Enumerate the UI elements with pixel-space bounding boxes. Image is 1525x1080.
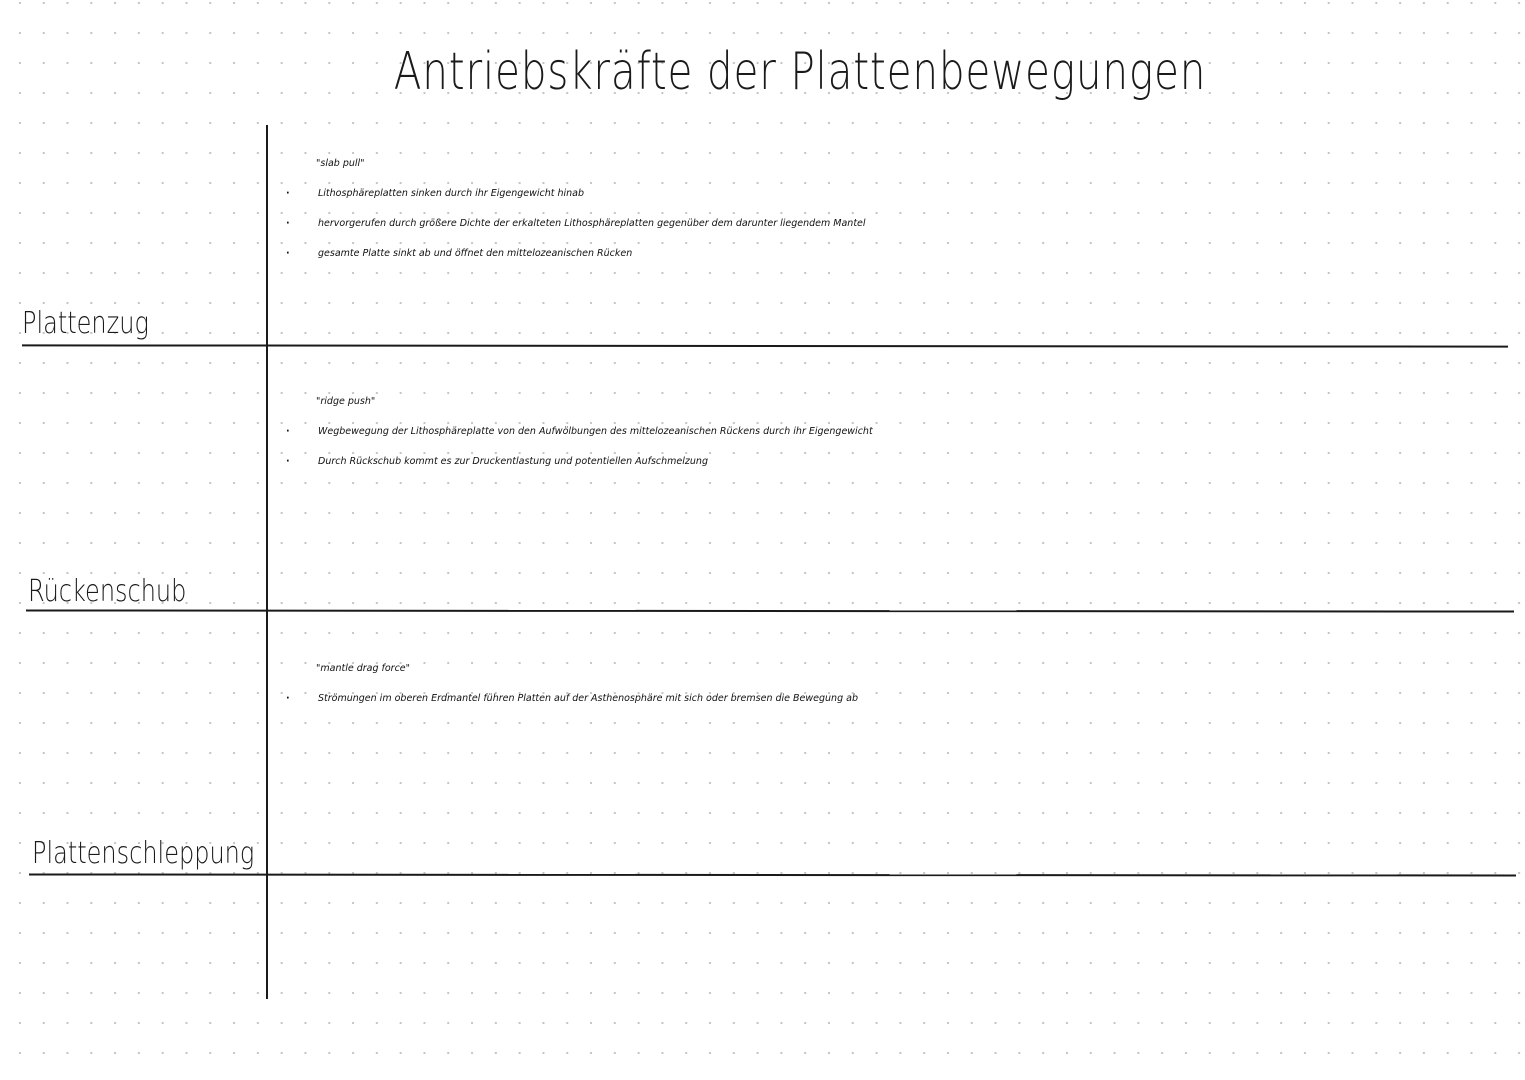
note-line: · Lithosphäreplatten sinken durch ihr Eigengewicht hinab	[286, 188, 866, 200]
table-vertical-divider	[266, 125, 268, 999]
page-title: Antriebskräfte der Plattenbewegungen	[393, 42, 1207, 102]
row-divider-plattenzug	[22, 344, 1508, 347]
notes-plattenzug	[286, 158, 866, 260]
row-label-plattenschleppung: Plattenschleppung	[32, 836, 255, 871]
note-line: · Strömungen im oberen Erdmantel führen Platten auf der Asthenosphäre mit sich oder bremsen die Bewegung ab	[286, 693, 858, 705]
notes-rueckenschub	[286, 396, 873, 468]
note-line: · hervorgerufen durch größere Dichte der erkalteten Lithosphäreplatten gegenüber dem darunter liegendem Mantel	[286, 218, 866, 230]
term-slab-pull: "slab pull"	[316, 158, 365, 169]
note-line: · Durch Rückschub kommt es zur Druckentlastung und potentiellen Aufschmelzung	[286, 456, 873, 468]
note-line: · Wegbewegung der Lithosphäreplatte von den Aufwölbungen des mittelozeanischen Rückens durch ihr Eigengewicht	[286, 426, 873, 438]
note-line: · gesamte Platte sinkt ab und öffnet den mittelozeanischen Rücken	[286, 248, 866, 260]
row-label-plattenzug: Plattenzug	[22, 306, 149, 341]
row-divider-rueckenschub	[26, 609, 1514, 612]
row-divider-plattenschleppung	[29, 873, 1516, 876]
row-label-rueckenschub: Rückenschub	[28, 574, 187, 609]
term-mantle-drag-force: "mantle drag force"	[316, 663, 411, 674]
notes-plattenschleppung	[286, 663, 858, 705]
term-ridge-push: "ridge push"	[316, 396, 376, 407]
